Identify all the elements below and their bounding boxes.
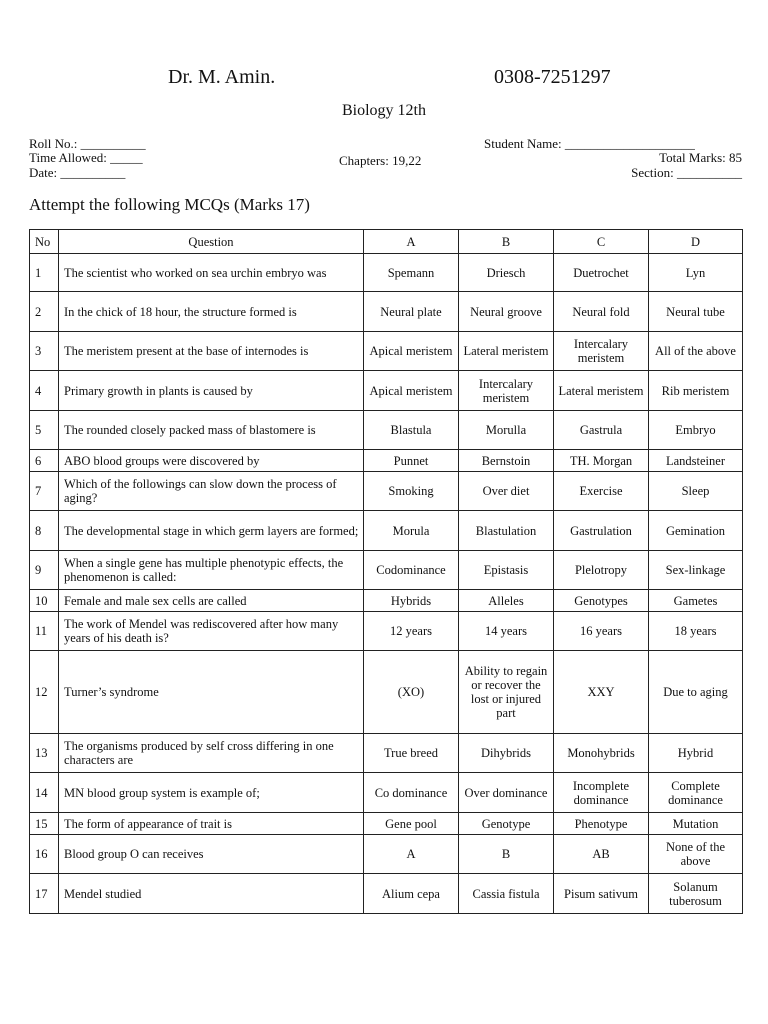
option-a: Blastula bbox=[364, 411, 459, 450]
option-b: Ability to regain or recover the lost or injured part bbox=[459, 651, 554, 734]
question-text: Female and male sex cells are called bbox=[59, 590, 364, 612]
option-d: Solanum tuberosum bbox=[649, 874, 743, 914]
option-d: Lyn bbox=[649, 254, 743, 292]
student-name-field: Student Name: ____________________ bbox=[484, 136, 695, 151]
option-a: Codominance bbox=[364, 551, 459, 590]
question-number: 10 bbox=[30, 590, 59, 612]
option-d: Gemination bbox=[649, 511, 743, 551]
option-d: Rib meristem bbox=[649, 371, 743, 411]
date-field: Date: __________ bbox=[29, 165, 126, 180]
option-a: Spemann bbox=[364, 254, 459, 292]
mcq-table bbox=[29, 229, 743, 914]
option-d: All of the above bbox=[649, 332, 743, 371]
option-c: TH. Morgan bbox=[554, 450, 649, 472]
option-a: Hybrids bbox=[364, 590, 459, 612]
question-text: The work of Mendel was rediscovered after how many years of his death is? bbox=[59, 612, 364, 651]
option-c: Neural fold bbox=[554, 292, 649, 332]
option-b: B bbox=[459, 835, 554, 874]
option-c: Gastrula bbox=[554, 411, 649, 450]
question-text: Mendel studied bbox=[59, 874, 364, 914]
option-a: Alium cepa bbox=[364, 874, 459, 914]
option-c: Exercise bbox=[554, 472, 649, 511]
option-b: Driesch bbox=[459, 254, 554, 292]
option-b: Dihybrids bbox=[459, 734, 554, 773]
option-b: Over dominance bbox=[459, 773, 554, 813]
question-text: The developmental stage in which germ layers are formed; bbox=[59, 511, 364, 551]
table-row bbox=[30, 773, 743, 813]
option-b: Cassia fistula bbox=[459, 874, 554, 914]
time-allowed-field: Time Allowed: _____ bbox=[29, 150, 143, 165]
subject-title: Biology 12th bbox=[341, 102, 426, 119]
option-c: Monohybrids bbox=[554, 734, 649, 773]
table-row bbox=[30, 835, 743, 874]
option-c: Gastrulation bbox=[554, 511, 649, 551]
table-row bbox=[30, 292, 743, 332]
option-b: Lateral meristem bbox=[459, 332, 554, 371]
option-d: Hybrid bbox=[649, 734, 743, 773]
question-text: When a single gene has multiple phenotypic effects, the phenomenon is called: bbox=[59, 551, 364, 590]
option-d: Sex-linkage bbox=[649, 551, 743, 590]
phone-number: 0308-7251297 bbox=[494, 66, 611, 88]
table-row bbox=[30, 411, 743, 450]
table-row bbox=[30, 472, 743, 511]
question-text: The scientist who worked on sea urchin embryo was bbox=[59, 254, 364, 292]
option-a: Punnet bbox=[364, 450, 459, 472]
table-row bbox=[30, 590, 743, 612]
header-option-c: C bbox=[554, 230, 649, 254]
table-row bbox=[30, 813, 743, 835]
table-row bbox=[30, 651, 743, 734]
option-d: Embryo bbox=[649, 411, 743, 450]
header-option-b: B bbox=[459, 230, 554, 254]
table-row bbox=[30, 734, 743, 773]
option-a: Apical meristem bbox=[364, 371, 459, 411]
option-b: Morulla bbox=[459, 411, 554, 450]
option-d: Complete dominance bbox=[649, 773, 743, 813]
table-row bbox=[30, 371, 743, 411]
option-b: Intercalary meristem bbox=[459, 371, 554, 411]
option-d: 18 years bbox=[649, 612, 743, 651]
option-b: Epistasis bbox=[459, 551, 554, 590]
question-text: The form of appearance of trait is bbox=[59, 813, 364, 835]
question-number: 17 bbox=[30, 874, 59, 914]
question-text: The meristem present at the base of internodes is bbox=[59, 332, 364, 371]
option-a: A bbox=[364, 835, 459, 874]
header-question: Question bbox=[59, 230, 364, 254]
header-option-a: A bbox=[364, 230, 459, 254]
option-c: XXY bbox=[554, 651, 649, 734]
option-a: Apical meristem bbox=[364, 332, 459, 371]
option-d: Landsteiner bbox=[649, 450, 743, 472]
table-row bbox=[30, 551, 743, 590]
header-option-d: D bbox=[649, 230, 743, 254]
option-b: Genotype bbox=[459, 813, 554, 835]
option-d: Mutation bbox=[649, 813, 743, 835]
option-a: Co dominance bbox=[364, 773, 459, 813]
question-number: 1 bbox=[30, 254, 59, 292]
option-c: Plelotropy bbox=[554, 551, 649, 590]
section-field: Section: __________ bbox=[631, 165, 742, 180]
option-a: (XO) bbox=[364, 651, 459, 734]
question-number: 8 bbox=[30, 511, 59, 551]
option-a: Neural plate bbox=[364, 292, 459, 332]
question-number: 6 bbox=[30, 450, 59, 472]
question-text: Primary growth in plants is caused by bbox=[59, 371, 364, 411]
question-number: 15 bbox=[30, 813, 59, 835]
question-number: 7 bbox=[30, 472, 59, 511]
option-a: Morula bbox=[364, 511, 459, 551]
option-c: Duetrochet bbox=[554, 254, 649, 292]
question-number: 5 bbox=[30, 411, 59, 450]
question-text: Which of the followings can slow down the process of aging? bbox=[59, 472, 364, 511]
option-c: Incomplete dominance bbox=[554, 773, 649, 813]
option-c: Phenotype bbox=[554, 813, 649, 835]
option-c: Intercalary meristem bbox=[554, 332, 649, 371]
option-c: AB bbox=[554, 835, 649, 874]
option-b: Bernstoin bbox=[459, 450, 554, 472]
option-a: Smoking bbox=[364, 472, 459, 511]
question-number: 16 bbox=[30, 835, 59, 874]
question-text: MN blood group system is example of; bbox=[59, 773, 364, 813]
table-row bbox=[30, 254, 743, 292]
question-number: 2 bbox=[30, 292, 59, 332]
question-text: The rounded closely packed mass of blastomere is bbox=[59, 411, 364, 450]
option-c: Lateral meristem bbox=[554, 371, 649, 411]
table-row bbox=[30, 332, 743, 371]
chapters-label: Chapters: 19,22 bbox=[339, 153, 422, 168]
table-row bbox=[30, 874, 743, 914]
question-number: 14 bbox=[30, 773, 59, 813]
question-number: 3 bbox=[30, 332, 59, 371]
teacher-name: Dr. M. Amin. bbox=[168, 66, 276, 88]
question-text: ABO blood groups were discovered by bbox=[59, 450, 364, 472]
table-row bbox=[30, 511, 743, 551]
question-number: 12 bbox=[30, 651, 59, 734]
question-number: 11 bbox=[30, 612, 59, 651]
question-text: Blood group O can receives bbox=[59, 835, 364, 874]
roll-no-field: Roll No.: __________ bbox=[29, 136, 146, 151]
option-b: Alleles bbox=[459, 590, 554, 612]
header-no: No bbox=[30, 230, 59, 254]
question-text: Turner’s syndrome bbox=[59, 651, 364, 734]
option-c: 16 years bbox=[554, 612, 649, 651]
option-a: 12 years bbox=[364, 612, 459, 651]
table-row bbox=[30, 450, 743, 472]
option-d: Sleep bbox=[649, 472, 743, 511]
mcq-section-heading: Attempt the following MCQs (Marks 17) bbox=[29, 195, 310, 214]
option-d: Due to aging bbox=[649, 651, 743, 734]
option-b: Over diet bbox=[459, 472, 554, 511]
option-b: Neural groove bbox=[459, 292, 554, 332]
total-marks-label: Total Marks: 85 bbox=[659, 150, 742, 165]
option-a: True breed bbox=[364, 734, 459, 773]
option-b: Blastulation bbox=[459, 511, 554, 551]
question-text: The organisms produced by self cross differing in one characters are bbox=[59, 734, 364, 773]
table-row bbox=[30, 612, 743, 651]
option-b: 14 years bbox=[459, 612, 554, 651]
question-number: 4 bbox=[30, 371, 59, 411]
option-d: Neural tube bbox=[649, 292, 743, 332]
question-text: In the chick of 18 hour, the structure formed is bbox=[59, 292, 364, 332]
option-c: Pisum sativum bbox=[554, 874, 649, 914]
question-number: 13 bbox=[30, 734, 59, 773]
option-d: None of the above bbox=[649, 835, 743, 874]
question-number: 9 bbox=[30, 551, 59, 590]
option-d: Gametes bbox=[649, 590, 743, 612]
option-a: Gene pool bbox=[364, 813, 459, 835]
option-c: Genotypes bbox=[554, 590, 649, 612]
table-header-row bbox=[30, 230, 743, 254]
